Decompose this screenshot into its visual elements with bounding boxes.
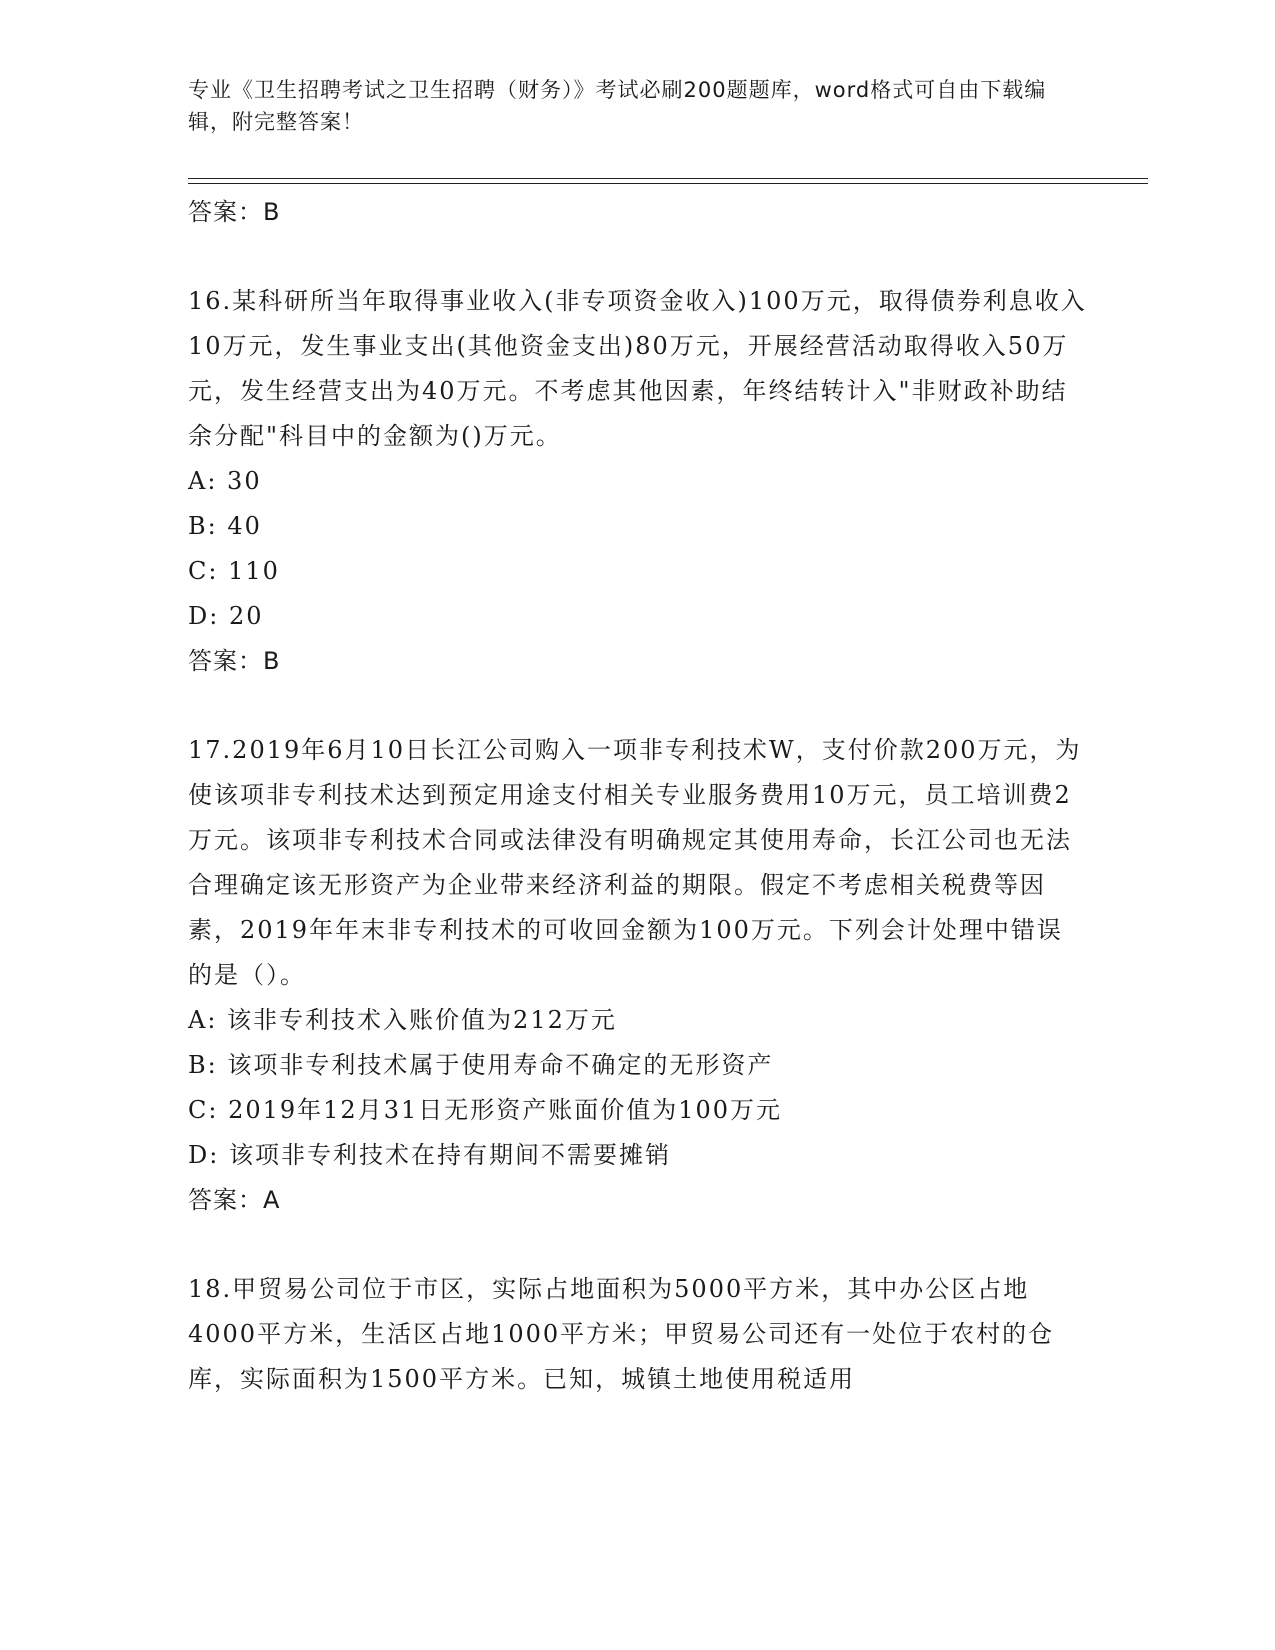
option-c: C: 2019年12月31日无形资产账面价值为100万元	[188, 1096, 783, 1124]
option-a: A: 30	[188, 467, 262, 495]
document-body	[188, 190, 1088, 1402]
question-block	[188, 1267, 1088, 1402]
question-block	[188, 279, 1088, 683]
option-d: D: 该项非专利技术在持有期间不需要摊销	[188, 1141, 671, 1169]
question-text: 17.2019年6月10日长江公司购入一项非专利技术W，支付价款200万元，为使该项非专利技术达到预定用途支付相关专业服务费用10万元，员工培训费2万元。该项非专利技术合同或法律没有明确规定其使用寿命，长江公司也无法合理确定该无形资产为企业带来经济利益的期限。假定不考虑相关税费等因素，2019年年末非专利技术的可收回金额为100万元。下列会计处理中错误的是（）。	[188, 736, 1082, 989]
header-divider	[188, 178, 1148, 184]
option-a: A: 该非专利技术入账价值为212万元	[188, 1006, 617, 1034]
answer-line: 答案：B	[188, 647, 281, 675]
answer-line: 答案：B	[188, 198, 281, 226]
option-b: B: 40	[188, 512, 262, 540]
spacer	[188, 1222, 1088, 1267]
spacer	[188, 683, 1088, 728]
option-d: D: 20	[188, 602, 264, 630]
question-block	[188, 728, 1088, 1222]
question-text: 16.某科研所当年取得事业收入(非专项资金收入)100万元，取得债券利息收入10万元，发生事业支出(其他资金支出)80万元，开展经营活动取得收入50万元，发生经营支出为40万元。不考虑其他因素，年终结转计入"非财政补助结余分配"科目中的金额为()万元。	[188, 287, 1087, 450]
document-header: 专业《卫生招聘考试之卫生招聘（财务）》考试必刷200题题库，word格式可自由下载编辑，附完整答案！	[188, 78, 1047, 134]
option-b: B: 该项非专利技术属于使用寿命不确定的无形资产	[188, 1051, 774, 1079]
answer-line: 答案：A	[188, 1186, 281, 1214]
question-text: 18.甲贸易公司位于市区，实际占地面积为5000平方米，其中办公区占地4000平方米，生活区占地1000平方米；甲贸易公司还有一处位于农村的仓库，实际面积为1500平方米。已知，城镇土地使用税适用	[188, 1275, 1055, 1393]
option-c: C: 110	[188, 557, 280, 585]
spacer	[188, 234, 1088, 279]
